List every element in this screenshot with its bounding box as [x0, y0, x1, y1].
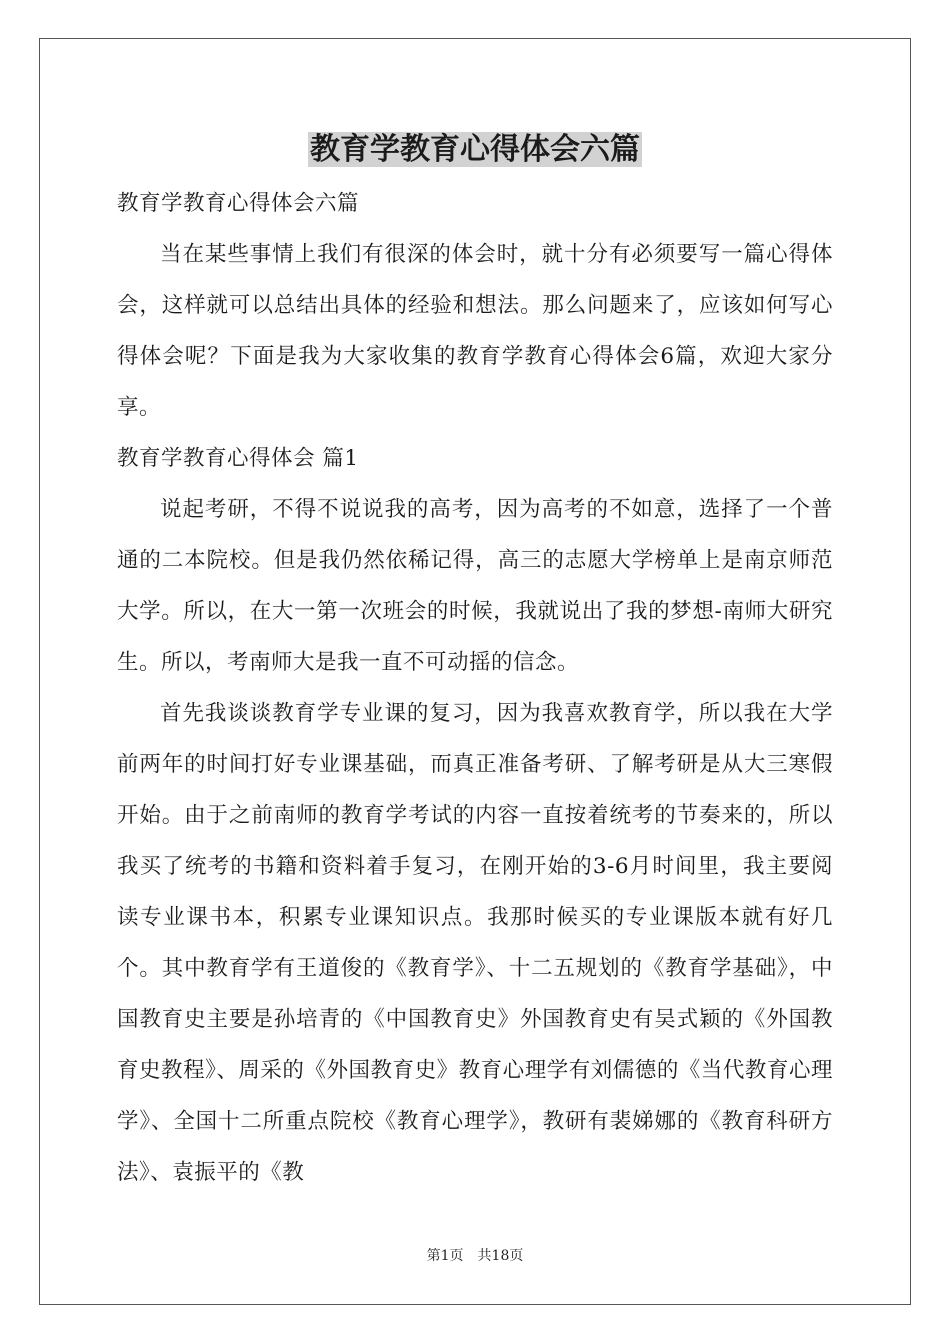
document-body	[117, 178, 833, 1198]
section-heading-part-1: 教育学教育心得体会 篇1	[117, 446, 359, 471]
document-title	[0, 128, 950, 172]
document-title-text: 教育学教育心得体会六篇	[310, 132, 640, 167]
page-number-current: 第1页	[426, 1248, 464, 1264]
page-number-total: 共18页	[477, 1248, 524, 1264]
body-paragraph-heading: 教育学教育心得体会六篇	[117, 191, 360, 216]
body-paragraph: 首先我谈谈教育学专业课的复习，因为我喜欢教育学，所以我在大学前两年的时间打好专业课基础，而真正准备考研、了解考研是从大三寒假开始。由于之前南师的教育学考试的内容一直按着统考的节奏来的，所以我买了统考的书籍和资料着手复习，在刚开始的3-6月时间里，我主要阅读专业课书本，积累专业课知识点。我那时候买的专业课版本就有好几个。其中教育学有王道俊的《教育学》、十二五规划的《教育学基础》，中国教育史主要是孙培青的《中国教育史》外国教育史有吴式颖的《外国教育史教程》、周采的《外国教育史》教育心理学有刘儒德的《当代教育心理学》、全国十二所重点院校《教育心理学》，教研有裴娣娜的《教育科研方法》、袁振平的《教	[117, 701, 833, 1185]
body-paragraph-intro: 当在某些事情上我们有很深的体会时，就十分有必须要写一篇心得体会，这样就可以总结出具体的经验和想法。那么问题来了，应该如何写心得体会呢？下面是我为大家收集的教育学教育心得体会6篇，欢迎大家分享。	[117, 242, 833, 420]
body-paragraph: 说起考研，不得不说说我的高考，因为高考的不如意，选择了一个普通的二本院校。但是我仍然依稀记得，高三的志愿大学榜单上是南京师范大学。所以，在大一第一次班会的时候，我就说出了我的梦想-南师大研究生。所以，考南师大是我一直不可动摇的信念。	[117, 497, 833, 675]
page-footer	[0, 1246, 950, 1266]
